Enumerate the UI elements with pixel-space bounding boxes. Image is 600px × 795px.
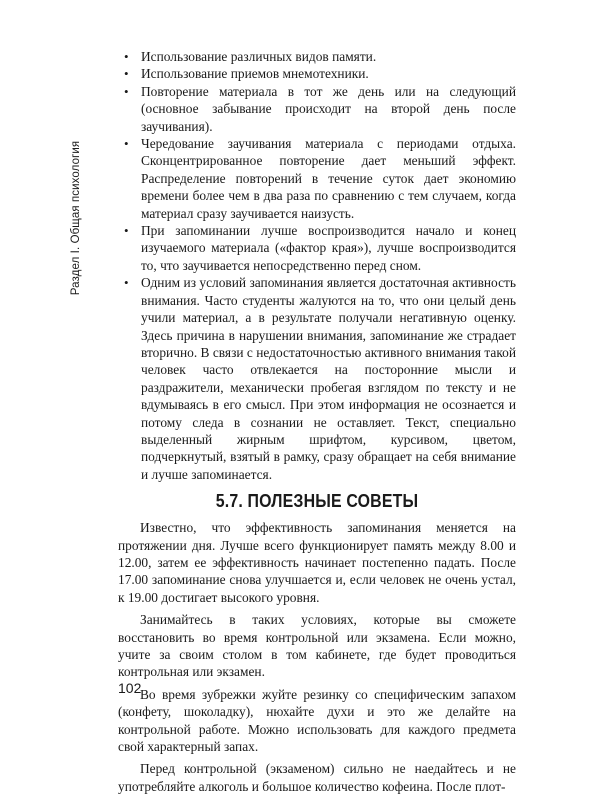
list-item-text: Чередование заучивания материала с периодами отдыха. Сконцентрированное повторение дает меньший эффект. Распределение повторений в течение суток дает экономию времени более чем в два раза по сравнению с тем случаем, когда материал сразу заучивается наизусть. (141, 136, 516, 221)
list-item-text: При запоминании лучше воспроизводится начало и конец изучаемого материала («фактор края»), лучше воспроизводится то, что заучивается непосредственно перед сном. (141, 223, 516, 273)
section-heading: 5.7. ПОЛЕЗНЫЕ СОВЕТЫ (215, 490, 419, 512)
bullet-icon: • (124, 136, 129, 152)
list-item-text: Одним из условий запоминания является достаточная активность внимания. Часто студенты жалуются на то, что они целый день учили материал, а в результате получали негативную оценку. Здесь причина в нарушении внимания, запоминание же страдает вторично. В связи с недостаточностью активного внимания такой человек часто отвлекается на посторонние мысли и раздражители, механически пробегая взглядом по тексту и не вдумываясь в его смысл. При этом информация не осознается и потому следа в сознании не оставляет. Текст, специально выделенный жирным шрифтом, курсивом, цветом, подчеркнутый, взятый в рамку, сразу обращает на себя внимание и лучше запоминается. (141, 275, 516, 482)
list-item (118, 48, 516, 65)
paragraph: Известно, что эффективность запоминания меняется на протяжении дня. Лучше всего функционирует память между 8.00 и 12.00, затем ее эффективность начинает постепенно падать. После 17.00 запоминание снова улучшается и, если человек не очень устал, к 19.00 достигает высокого уровня. (118, 520, 516, 605)
list-item-text: Повторение материала в тот же день или на следующий (основное забывание происходит на второй день после заучивания). (141, 83, 516, 134)
bullet-icon: • (124, 66, 129, 82)
bullet-icon: • (124, 49, 129, 64)
list-item (118, 83, 516, 135)
list-item (118, 135, 516, 222)
tips-bullet-list (118, 48, 516, 483)
list-item (118, 65, 516, 82)
page-number: 102 (118, 680, 142, 696)
paragraph: Во время зубрежки жуйте резинку со специфическим запахом (конфету, шоколадку), нюхайте духи и это же делайте на контрольной работе. Можно использовать для каждого предмета свой характерный запах. (118, 686, 516, 755)
list-item (118, 222, 516, 274)
paragraph: Занимайтесь в таких условиях, которые вы сможете восстановить во время контрольной или экзамена. Если можно, учите за своим столом в том кабинете, где будет проводиться контрольная или экзамен. (118, 612, 516, 680)
bullet-icon: • (124, 223, 129, 239)
list-item (118, 274, 516, 483)
list-item-text: Использование различных видов памяти. (141, 49, 377, 64)
bullet-icon: • (124, 83, 129, 99)
bullet-icon: • (124, 275, 129, 291)
page-content (118, 48, 516, 795)
paragraph: Перед контрольной (экзаменом) сильно не наедайтесь и не употребляйте алкоголь и большое количество кофеина. После плот- (118, 761, 516, 794)
list-item-text: Использование приемов мнемотехники. (141, 66, 369, 82)
running-section-label: Раздел I. Общая психология (70, 140, 82, 296)
